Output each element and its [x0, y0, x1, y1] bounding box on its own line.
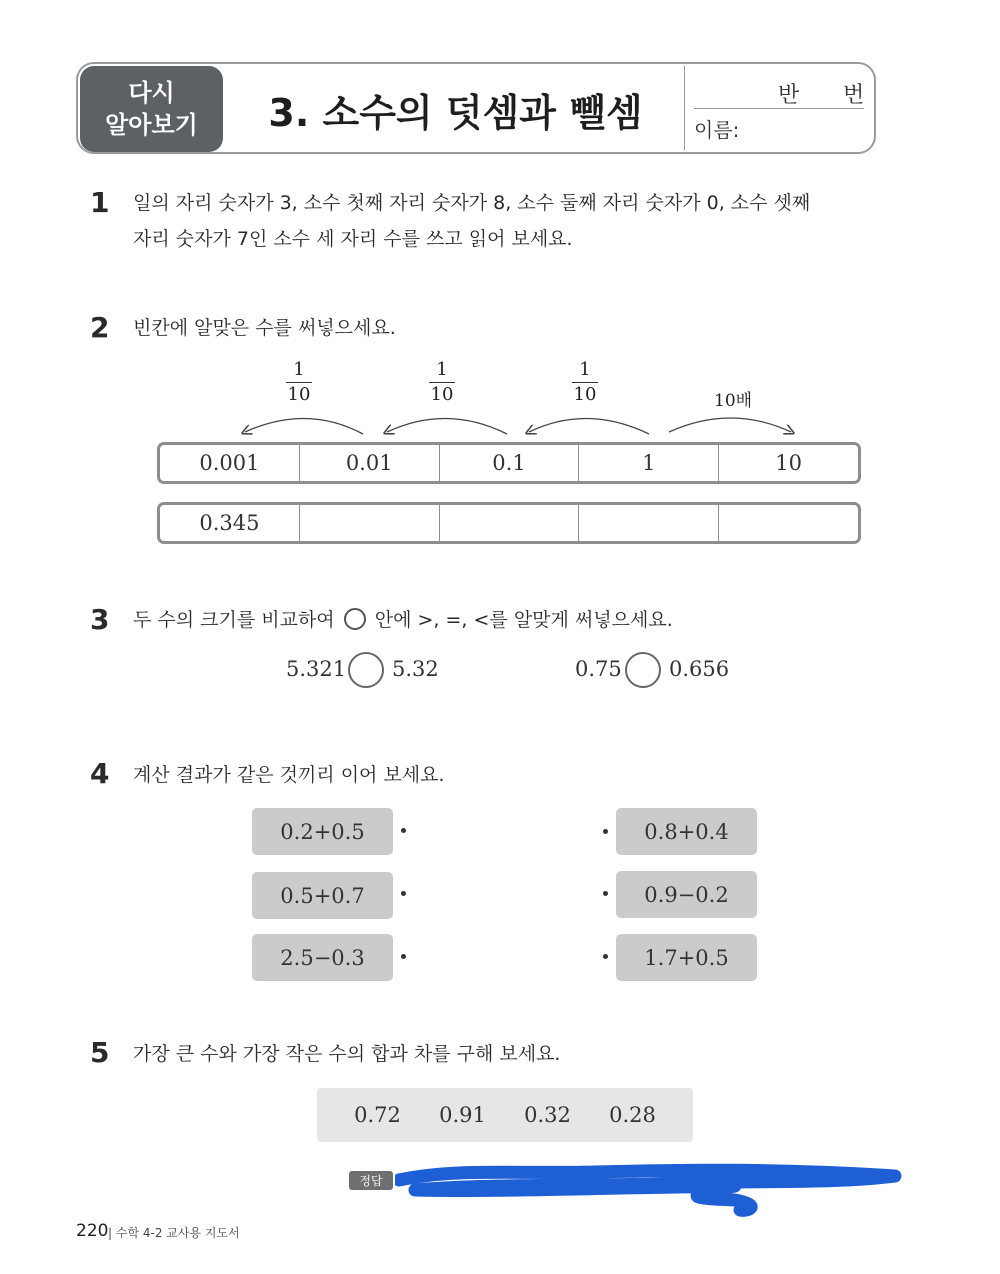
- table-cell: 0.01: [300, 445, 440, 481]
- number-item: 0.91: [439, 1103, 486, 1127]
- name-label: 이름:: [694, 118, 740, 142]
- fraction-numerator: 1: [436, 359, 448, 380]
- number-item: 0.32: [524, 1103, 571, 1127]
- arrow-left-1: [245, 418, 363, 434]
- table-cell: 0.345: [160, 505, 300, 541]
- fraction-numerator: 1: [293, 359, 305, 380]
- match-dot-right-2[interactable]: [603, 891, 608, 896]
- right-expression-2: 0.9−0.2: [616, 871, 757, 918]
- number-item: 0.72: [354, 1103, 401, 1127]
- match-dot-left-2[interactable]: [401, 891, 406, 896]
- answer-blank-cell[interactable]: [719, 505, 858, 541]
- arrow-left-2: [387, 418, 507, 434]
- question-1-line2: 자리 숫자가 7인 소수 세 자리 수를 쓰고 읽어 보세요.: [133, 228, 573, 250]
- compare-2-right: 0.656: [669, 657, 730, 681]
- question-4-text: 계산 결과가 같은 것끼리 이어 보세요.: [133, 764, 445, 786]
- match-dot-right-1[interactable]: [603, 829, 608, 834]
- number-card: [317, 1088, 693, 1142]
- question-4-number: 4: [90, 757, 110, 790]
- place-value-table-row1: [157, 442, 861, 484]
- answer-blank-cell[interactable]: [300, 505, 440, 541]
- header-divider: [684, 66, 685, 150]
- arrows: [157, 400, 861, 442]
- right-expression-1: 0.8+0.4: [616, 808, 757, 855]
- place-value-table-row2: [157, 502, 861, 544]
- section-tag-line1: 다시: [128, 79, 175, 107]
- question-1-line1: 일의 자리 숫자가 3, 소수 첫째 자리 숫자가 8, 소수 둘째 자리 숫자가 0, 소수 셋째: [133, 192, 811, 214]
- answer-blank-cell[interactable]: [440, 505, 580, 541]
- fraction-bar: [429, 382, 455, 383]
- answer-blank-cell[interactable]: [579, 505, 719, 541]
- fraction-denominator: 10: [287, 384, 311, 405]
- number-label: 번: [843, 83, 865, 108]
- fraction-denominator: 10: [430, 384, 454, 405]
- question-3-text-after: 안에 >, =, <를 알맞게 써넣으세요.: [374, 609, 673, 631]
- fraction-denominator: 10: [573, 384, 597, 405]
- circle-icon: [344, 608, 366, 630]
- question-2-text: 빈칸에 알맞은 수를 써넣으세요.: [133, 317, 396, 339]
- arrow-right: [669, 418, 791, 432]
- question-2-number: 2: [90, 311, 110, 344]
- class-label: 반: [778, 83, 800, 108]
- redaction-scribble: [395, 1160, 905, 1218]
- fraction-bar: [572, 382, 598, 383]
- compare-2-left: 0.75: [575, 657, 622, 681]
- question-3-text: [133, 605, 673, 632]
- fraction-numerator: 1: [579, 359, 591, 380]
- match-dot-right-3[interactable]: [603, 954, 608, 959]
- question-1-number: 1: [90, 186, 110, 219]
- left-expression-1: 0.2+0.5: [252, 808, 393, 855]
- compare-1-left: 5.321: [286, 657, 347, 681]
- arrow-left-3: [529, 418, 649, 434]
- times-ten-label: 10배: [714, 391, 753, 411]
- question-3-text-before: 두 수의 크기를 비교하여: [133, 609, 335, 631]
- compare-1-answer-circle[interactable]: [348, 652, 384, 688]
- match-dot-left-3[interactable]: [401, 954, 406, 959]
- page-number: 220: [76, 1221, 109, 1241]
- page-title: 3. 소수의 덧셈과 뺄셈: [268, 90, 643, 135]
- fraction-label-3: [560, 359, 610, 406]
- question-5-text: 가장 큰 수와 가장 작은 수의 합과 차를 구해 보세요.: [133, 1043, 561, 1065]
- compare-1-right: 5.32: [392, 657, 439, 681]
- question-3-number: 3: [90, 603, 110, 636]
- table-cell: 1: [579, 445, 719, 481]
- number-item: 0.28: [609, 1103, 656, 1127]
- compare-2-answer-circle[interactable]: [625, 652, 661, 688]
- table-cell: 0.001: [160, 445, 300, 481]
- match-dot-left-1[interactable]: [401, 828, 406, 833]
- fraction-bar: [286, 382, 312, 383]
- name-divider: [694, 108, 864, 109]
- fraction-label-1: [274, 359, 324, 406]
- question-5-number: 5: [90, 1036, 110, 1069]
- fraction-label-2: [417, 359, 467, 406]
- section-tag-line2: 알아보기: [105, 111, 198, 139]
- section-tag: [80, 66, 223, 152]
- answer-tag: 정답: [349, 1171, 393, 1190]
- table-cell: 0.1: [440, 445, 580, 481]
- left-expression-2: 0.5+0.7: [252, 872, 393, 919]
- right-expression-3: 1.7+0.5: [616, 934, 757, 981]
- left-expression-3: 2.5−0.3: [252, 934, 393, 981]
- book-title: | 수학 4-2 교사용 지도서: [108, 1226, 240, 1240]
- table-cell: 10: [775, 451, 802, 475]
